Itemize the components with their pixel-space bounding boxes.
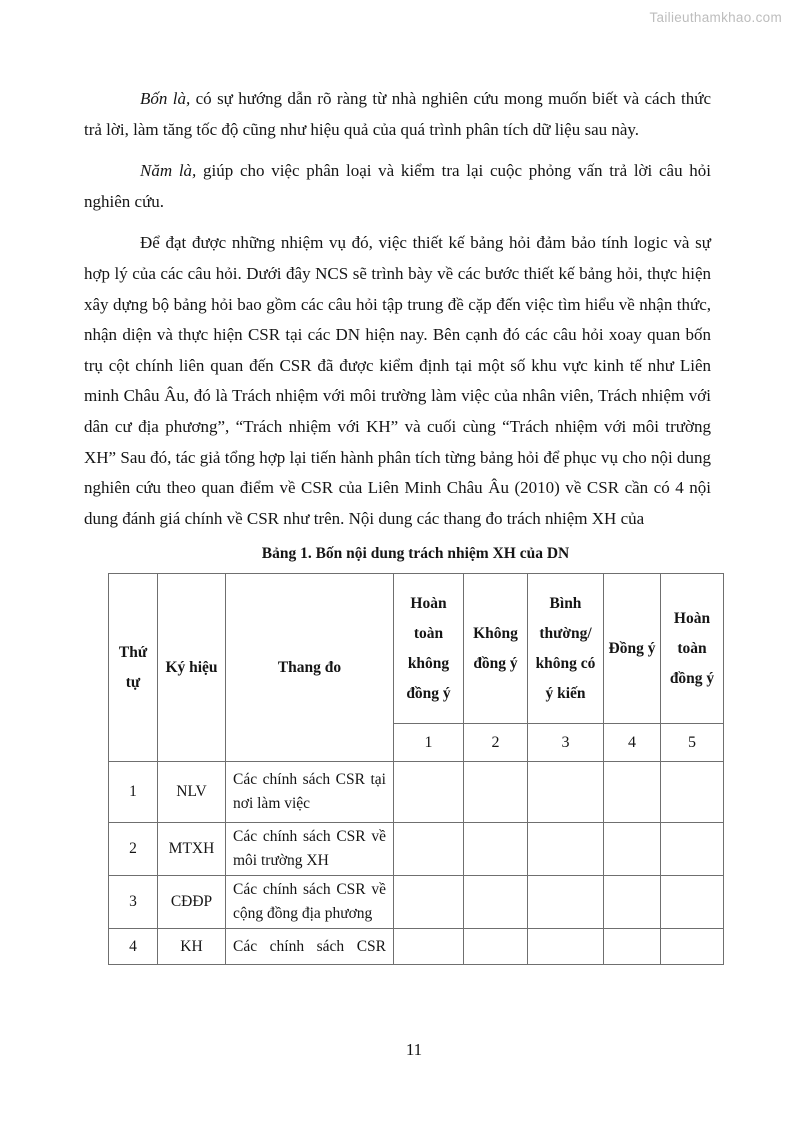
header-thu-tu: Thứ tự	[109, 574, 158, 762]
answer-cell	[661, 762, 724, 823]
answer-cell	[604, 762, 661, 823]
header-thang-do: Thang đo	[226, 574, 394, 762]
header-ky-hieu: Ký hiệu	[158, 574, 226, 762]
header-hoan-toan-dong-y: Hoàn toàn đồng ý	[661, 574, 724, 724]
row-scale-label: Các chính sách CSR về cộng đồng địa phương	[226, 876, 394, 929]
table-caption: Bảng 1. Bốn nội dung trách nhiệm XH của DN	[261, 545, 570, 563]
row-number: 4	[109, 929, 158, 965]
scale-value-2: 2	[464, 724, 528, 762]
paragraph-text: có sự hướng dẫn rõ ràng từ nhà nghiên cứu mong muốn biết và cách thức trả lời, làm tăng tốc độ cũng như hiệu quả của quá trình phân tích dữ liệu sau này.	[84, 89, 712, 139]
answer-cell	[604, 823, 661, 876]
likert-scale-table	[108, 573, 724, 965]
answer-cell	[464, 876, 528, 929]
header-khong-dong-y: Không đồng ý	[464, 574, 528, 724]
paragraph-text: giúp cho việc phân loại và kiểm tra lại cuộc phỏng vấn trả lời câu hỏi nghiên cứu.	[84, 161, 711, 211]
answer-cell	[604, 929, 661, 965]
table-header-row	[109, 574, 724, 724]
row-scale-label: Các chính sách CSR về môi trường XH	[226, 823, 394, 876]
answer-cell	[604, 876, 661, 929]
table-row	[109, 762, 724, 823]
paragraph-lead: Năm là,	[140, 161, 197, 181]
paragraph-text: Để đạt được những nhiệm vụ đó, việc thiết kế bảng hỏi đảm bảo tính logic và sự hợp lý của các câu hỏi. Dưới đây NCS sẽ trình bày về các bước thiết kế bảng hỏi, thực hiện xây dựng bộ bảng hỏi bao gồm các câu hỏi tập trung đề cặp đến việc tìm hiểu về nhận thức, nhận diện và thực hiện CSR tại các DN hiện nay. Bên cạnh đó các câu hỏi xoay quan bốn trụ cột chính liên quan đến CSR đã được kiểm định tại một số khu vực kinh tế như Liên minh Châu Âu, đó là Trách nhiệm với môi trường làm việc của nhân viên, Trách nhiệm với dân cư địa phương”, “Trách nhiệm với KH” và cuối cùng “Trách nhiệm với môi trường XH” Sau đó, tác giả tổng hợp lại tiến hành phân tích từng bảng hỏi để phục vụ cho nội dung nghiên cứu theo quan điểm về CSR của Liên Minh Châu Âu (2010) về CSR cần có 4 nội dung đánh giá chính về CSR như trên. Nội dung các thang đo trách nhiệm XH của	[84, 233, 711, 528]
paragraph-bon-la	[84, 84, 711, 145]
table-row	[109, 929, 724, 965]
row-scale-label: Các chính sách CSR	[226, 929, 394, 965]
answer-cell	[394, 762, 464, 823]
watermark: Tailieuthamkhao.com	[649, 10, 782, 25]
answer-cell	[464, 929, 528, 965]
row-code: CĐĐP	[158, 876, 226, 929]
answer-cell	[394, 929, 464, 965]
answer-cell	[528, 876, 604, 929]
answer-cell	[464, 762, 528, 823]
page-number: 11	[405, 1040, 423, 1059]
row-number: 2	[109, 823, 158, 876]
header-binh-thuong: Bình thường/ không có ý kiến	[528, 574, 604, 724]
table-row	[109, 823, 724, 876]
row-number: 3	[109, 876, 158, 929]
table-row	[109, 876, 724, 929]
answer-cell	[661, 823, 724, 876]
paragraph-nam-la	[84, 156, 711, 217]
answer-cell	[528, 823, 604, 876]
row-scale-label: Các chính sách CSR tại nơi làm việc	[226, 762, 394, 823]
row-code: KH	[158, 929, 226, 965]
page-content	[84, 84, 715, 965]
paragraph-body	[84, 228, 711, 534]
header-hoan-toan-khong-dong-y: Hoàn toàn không đồng ý	[394, 574, 464, 724]
scale-value-1: 1	[394, 724, 464, 762]
scale-value-5: 5	[661, 724, 724, 762]
answer-cell	[661, 929, 724, 965]
answer-cell	[528, 762, 604, 823]
answer-cell	[528, 929, 604, 965]
scale-value-4: 4	[604, 724, 661, 762]
scale-value-3: 3	[528, 724, 604, 762]
header-dong-y: Đồng ý	[604, 574, 661, 724]
answer-cell	[661, 876, 724, 929]
row-code: NLV	[158, 762, 226, 823]
row-number: 1	[109, 762, 158, 823]
row-code: MTXH	[158, 823, 226, 876]
answer-cell	[464, 823, 528, 876]
paragraph-lead: Bốn là,	[140, 89, 191, 108]
answer-cell	[394, 823, 464, 876]
answer-cell	[394, 876, 464, 929]
